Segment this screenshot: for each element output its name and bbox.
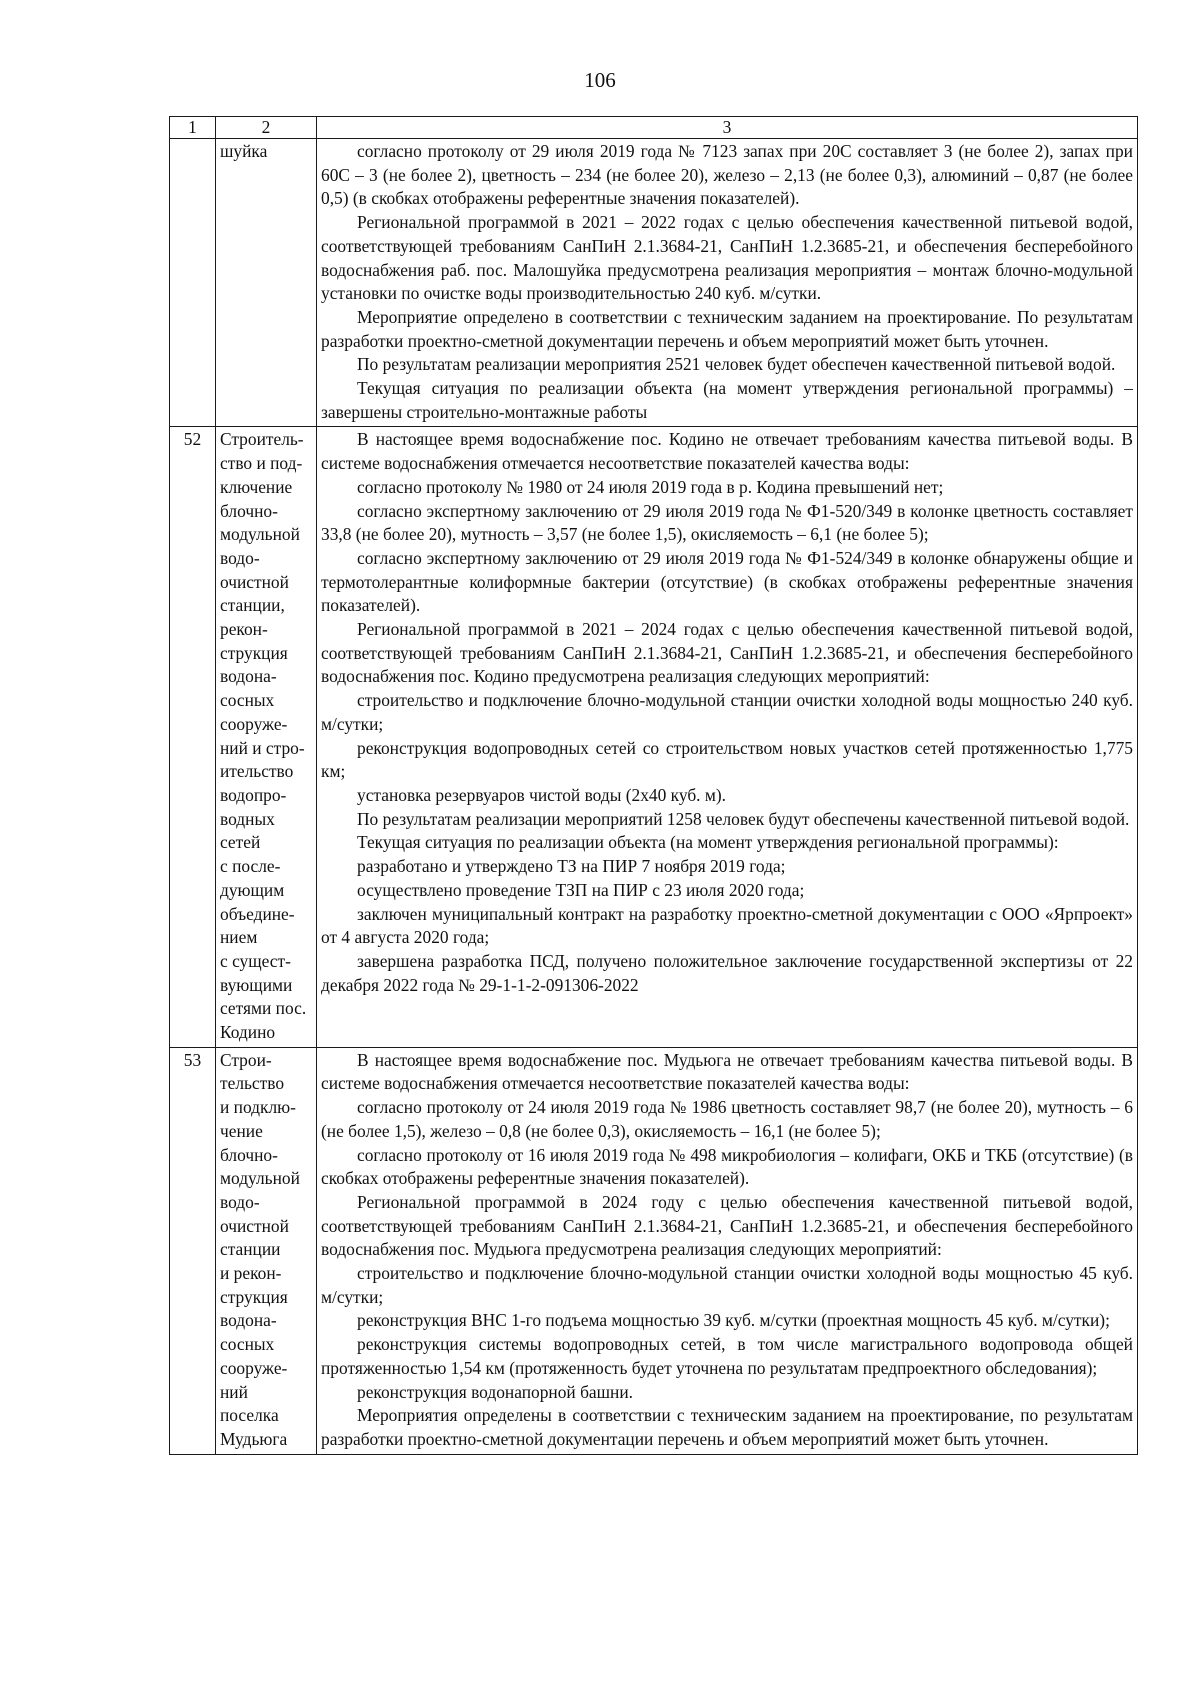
description-paragraph: согласно экспертному заключению от 29 июля 2019 года № Ф1-520/349 в колонке цветность составляет 33,8 (не более 20), мутность – 3,57 (не более 1,5), окисляемость – 6,1 (не более 5); — [321, 500, 1133, 545]
page-number: 106 — [584, 68, 616, 92]
project-name-line: Кодино — [220, 1022, 276, 1043]
project-name-line: чение — [220, 1120, 263, 1141]
project-name-line: ключение — [220, 476, 293, 497]
project-name-line: сетей — [220, 832, 261, 853]
description-paragraph: разработано и утверждено ТЗ на ПИР 7 ноября 2019 года; — [357, 856, 786, 877]
project-name-line: с после- — [220, 856, 281, 877]
project-name-line: шуйка — [220, 141, 268, 161]
project-name-line: Мудьюга — [220, 1428, 288, 1449]
project-name-line: Строитель- — [220, 429, 304, 450]
project-name-line: с сущест- — [220, 950, 291, 971]
project-description — [317, 427, 1138, 1047]
description-paragraph: завершена разработка ПСД, получено положительное заключение государственной экспертизы от 22 декабря 2022 года № 29-1-1-2-091306-2022 — [321, 950, 1133, 995]
project-name-line: вующими — [220, 974, 293, 995]
project-name-line: станции, — [220, 595, 285, 616]
description-paragraph: Текущая ситуация по реализации объекта (на момент утверждения региональной программы) – завершены строительно-монтажные работы — [321, 378, 1133, 422]
project-name-line: ний — [220, 1381, 248, 1402]
description-paragraph: заключен муниципальный контракт на разработку проектно-сметной документации с ООО «Ярпроект» от 4 августа 2020 года; — [321, 903, 1133, 948]
description-paragraph: В настоящее время водоснабжение пос. Мудьюга не отвечает требованиям качества питьевой воды. В системе водоснабжения отмечается несоответствие показателей качества воды: — [321, 1049, 1133, 1094]
table-row — [170, 1047, 1138, 1454]
description-paragraph: По результатам реализации мероприятия 2521 человек будет обеспечен качественной питьевой водой. — [357, 354, 1116, 375]
project-name-line: блочно- — [220, 1144, 278, 1165]
description-paragraph: согласно протоколу от 16 июля 2019 года № 498 микробиология – колифаги, ОКБ и ТКБ (отсутствие) (в скобках отображены референтные значения показателей). — [321, 1144, 1133, 1189]
project-name-line: очистной — [220, 1215, 289, 1236]
project-name-line: дующим — [220, 879, 285, 900]
project-name-line: Строи- — [220, 1049, 272, 1070]
description-paragraph: Текущая ситуация по реализации объекта (на момент утверждения региональной программы): — [357, 832, 1059, 853]
description-paragraph: реконструкция системы водопроводных сетей, в том числе магистрального водопровода общей протяженностью 1,54 км (протяженность будет уточнена по результатам предпроектного обследования); — [321, 1334, 1133, 1378]
project-description — [317, 139, 1138, 427]
description-paragraph: Региональной программой в 2021 – 2022 годах с целью обеспечения качественной питьевой водой, соответствующей требованиям СанПиН 2.1.3684-21, СанПиН 1.2.3685-21, и обеспечения бесперебойного водоснабжения раб. пос. Малошуйка предусмотрена реализация мероприятия – монтаж блочно-модульной установки по очистке воды производительностью 240 куб. м/сутки. — [321, 212, 1133, 304]
row-number — [170, 139, 216, 427]
description-paragraph: строительство и подключение блочно-модульной станции очистки холодной воды мощностью 240 куб. м/сутки; — [321, 690, 1133, 734]
description-paragraph: Мероприятия определены в соответствии с техническим заданием на проектирование, по результатам разработки проектно-сметной документации перечень и объем мероприятий может быть уточнен. — [321, 1405, 1133, 1449]
table-row — [170, 427, 1138, 1047]
description-paragraph: Региональной программой в 2024 году с целью обеспечения качественной питьевой водой, соответствующей требованиям СанПиН 2.1.3684-21, СанПиН 1.2.3685-21, и обеспечения бесперебойного водоснабжения пос. Мудьюга предусмотрена реализация следующих мероприятий: — [321, 1191, 1133, 1260]
project-name-line: водона- — [220, 1310, 277, 1331]
project-name-line: водопро- — [220, 784, 287, 805]
description-paragraph: Мероприятие определено в соответствии с техническим заданием на проектирование. По результатам разработки проектно-сметной документации перечень и объем мероприятий может быть уточнен. — [321, 306, 1133, 351]
description-paragraph: установка резервуаров чистой воды (2х40 куб. м). — [357, 784, 727, 805]
project-name-line: очистной — [220, 571, 289, 592]
project-name-line: и подклю- — [220, 1097, 296, 1118]
description-paragraph: строительство и подключение блочно-модульной станции очистки холодной воды мощностью 45 куб. м/сутки; — [321, 1263, 1133, 1307]
table-header-row — [170, 117, 1138, 139]
project-name-line: водона- — [220, 666, 277, 687]
project-name-line: модульной — [220, 524, 300, 545]
project-name-line: ство и под- — [220, 453, 303, 474]
project-name-line: сооруже- — [220, 713, 288, 734]
description-paragraph: реконструкция водонапорной башни. — [357, 1381, 633, 1402]
project-name-line: блочно- — [220, 500, 278, 521]
project-name — [216, 139, 317, 427]
description-paragraph: согласно протоколу от 24 июля 2019 года № 1986 цветность составляет 98,7 (не более 20), мутность – 6 (не более 1,5), железо – 0,8 (не более 0,3), окисляемость – 16,1 (не более 5); — [321, 1097, 1133, 1141]
column-header-name: 2 — [216, 117, 317, 139]
project-name-line: водо- — [220, 547, 260, 568]
project-name-line: объедине- — [220, 903, 295, 924]
project-name-line: сооруже- — [220, 1357, 288, 1378]
column-header-description: 3 — [317, 117, 1138, 139]
row-number: 53 — [170, 1047, 216, 1454]
description-paragraph: согласно протоколу от 29 июля 2019 года № 7123 запах при 20С составляет 3 (не более 2), запах при 60С – 3 (не более 2), цветность – 234 (не более 20), железо – 2,13 (не более 0,3), алюминий – 0,87 (не более 0,5) (в скобках отображены референтные значения показателей). — [321, 141, 1133, 209]
project-name-line: ительство — [220, 761, 294, 782]
project-name-line: сосных — [220, 690, 275, 711]
project-name-line: рекон- — [220, 619, 268, 640]
description-paragraph: реконструкция ВНС 1-го подъема мощностью 39 куб. м/сутки (проектная мощность 45 куб. м/сутки); — [357, 1310, 1110, 1331]
table-row — [170, 139, 1138, 427]
project-name-line: сосных — [220, 1334, 275, 1355]
column-header-number: 1 — [170, 117, 216, 139]
project-name-line: станции — [220, 1239, 281, 1260]
project-name — [216, 427, 317, 1047]
project-name-line: струкция — [220, 642, 288, 663]
project-name-line: поселка — [220, 1405, 279, 1426]
description-paragraph: Региональной программой в 2021 – 2024 годах с целью обеспечения качественной питьевой водой, соответствующей требованиям СанПиН 2.1.3684-21, СанПиН 1.2.3685-21, и обеспечения бесперебойного водоснабжения пос. Кодино предусмотрена реализация следующих мероприятий: — [321, 619, 1133, 687]
projects-table — [169, 116, 1138, 1455]
project-name-line: нием — [220, 927, 258, 948]
project-name-line: тельство — [220, 1073, 285, 1094]
row-number: 52 — [170, 427, 216, 1047]
project-name-line: ний и стро- — [220, 737, 305, 758]
description-paragraph: По результатам реализации мероприятий 1258 человек будут обеспечены качественной питьевой водой. — [357, 808, 1130, 829]
description-paragraph: осуществлено проведение ТЗП на ПИР с 23 июля 2020 года; — [357, 879, 805, 900]
project-name-line: водных — [220, 808, 275, 829]
project-name-line: струкция — [220, 1286, 288, 1307]
description-paragraph: В настоящее время водоснабжение пос. Кодино не отвечает требованиям качества питьевой воды. В системе водоснабжения отмечается несоответствие показателей качества воды: — [321, 429, 1133, 474]
project-name-line: сетями пос. — [220, 998, 307, 1019]
description-paragraph: реконструкция водопроводных сетей со строительством новых участков сетей протяженностью 1,775 км; — [321, 737, 1133, 782]
description-paragraph: согласно экспертному заключению от 29 июля 2019 года № Ф1-524/349 в колонке обнаружены общие и термотолерантные колиформные бактерии (отсутствие) (в скобках отображены референтные значения показателей). — [321, 547, 1133, 616]
project-name — [216, 1047, 317, 1454]
table-body — [170, 117, 1138, 1455]
project-name-line: водо- — [220, 1191, 260, 1212]
project-name-line: модульной — [220, 1168, 300, 1189]
project-description — [317, 1047, 1138, 1454]
description-paragraph: согласно протоколу № 1980 от 24 июля 2019 года в р. Кодина превышений нет; — [357, 476, 944, 497]
project-name-line: и рекон- — [220, 1263, 282, 1284]
